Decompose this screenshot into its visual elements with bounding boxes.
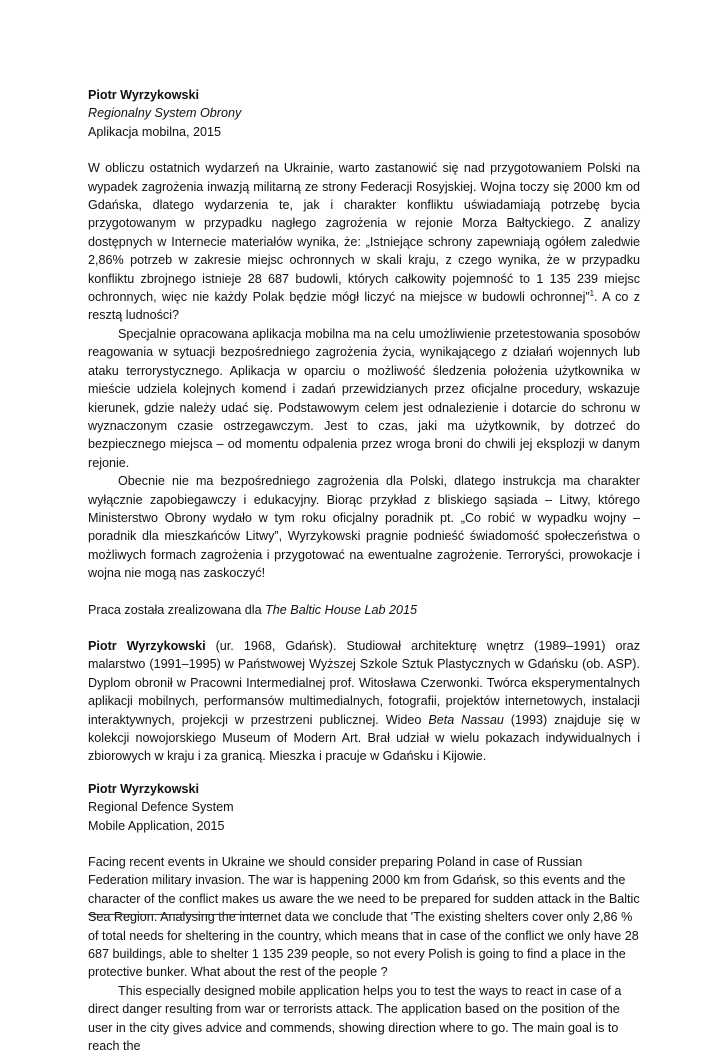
en-subtitle: Mobile Application, 2015	[88, 818, 225, 833]
pl-author: Piotr Wyrzykowski	[88, 88, 200, 102]
pl-paragraph-1-text: W obliczu ostatnich wydarzeń na Ukrainie, warto zastanowić się nad przygotowaniem Polski na wypadek zagrożenia inwazją militarną ze strony Federacji Rosyjskiej. Wojna toczy się 2000 km od Gdańska, dlatego wydarzenia te, jak i charakter konfliktu uświadamiają potrzebę bycia przygotowanym w przypadku nagłego zagrożenia w rejonie Morza Bałtyckiego. Z analizy dostępnych w Internecie materiałów wynika, że: „Istniejące schrony zapewniają ogółem zaledwie 2,86% potrzeb w zakresie miejsc ochronnych w skali kraju, z czego wynika, że w przypadku konfliktu zbrojnego istnieje 28 687 budowli, których całkowity pojemność to 1 135 239 miejsc ochronnych, więc nie każdy Polak będzie mógł liczyć na miejsce w budowli ochronnej”	[88, 161, 640, 305]
pl-subtitle: Aplikacja mobilna, 2015	[88, 124, 222, 139]
en-paragraph-2: This especially designed mobile application helps you to test the ways to react in case of a direct danger resulting from war or terrorists attack. The application based on the position of the user in the city gives advice and commends, showing direction where to go. The main goal is to reach the	[88, 983, 622, 1054]
pl-credit-lab: The Baltic House Lab 2015	[265, 602, 418, 617]
pl-paragraph-1-tail: . A co z resztą ludności?	[88, 290, 640, 323]
pl-credit-prefix: Praca została zrealizowana dla	[88, 602, 266, 617]
pl-bio-name: Piotr Wyrzykowski	[88, 638, 206, 653]
en-title: Regional Defence System	[88, 800, 234, 815]
pl-paragraph-1	[88, 159, 640, 325]
pl-bio	[88, 637, 640, 766]
pl-bio-text-a: (ur. 1968, Gdańsk). Studiował architekturę wnętrz (1989–1991) oraz malarstwo (1991–1995) w Państwowej Wyższej Szkole Sztuk Plastycznych w Gdańsku (ob. ASP). Dyplom obronił w Pracowni Intermedialnej prof. Witosława Czerwonki. Twórca eksperymentalnych aplikacji mobilnych, performansów multimedialnych, fotografii, projektów internetowych, instalacji interaktywnych, projekcji w przestrzeni publicznej. Wideo	[88, 638, 640, 727]
en-paragraph-1: Facing recent events in Ukraine we should consider preparing Poland in case of Russian Federation military invasion. The war is happening 2000 km from Gdańsk, so this events and the character of the conflict makes us aware the we need to be prepared for sudden attack in the Baltic Sea Region. Analysing the internet data we conclude that 'The existing shelters cover only 2,86 % of total needs for sheltering in the country, which means that in case of the conflict we only have 28 687 buildings, able to shelter 1 135 239 people, so not every Polish is going to find a place in the protective bunker. What about the rest of the people ?	[88, 855, 640, 980]
pl-paragraph-3: Obecnie nie ma bezpośredniego zagrożenia dla Polski, dlatego instrukcja ma charakter wyłącznie zapobiegawczy i edukacyjny. Biorąc przykład z bliskiego sąsiada – Litwy, którego Ministerstwo Obrony wydało w tym roku oficjalny poradnik pt. „Co robić w wypadku wojny – poradnik dla mieszkańców Litwy”, Wyrzykowski pragnie podnieść świadomość społeczeństwa o możliwych formach zagrożenia i przygotować na ewentualne zagrożenie. Terroryści, prowokacje i wojna nie mogą nas zaskoczyć!	[88, 474, 640, 581]
pl-title: Regionalny System Obrony	[88, 106, 242, 121]
footnote-mark: 1	[589, 288, 595, 298]
document-body	[88, 86, 640, 1056]
pl-paragraph-2: Specjalnie opracowana aplikacja mobilna ma na celu umożliwienie przetestowania sposobów reagowania w sytuacji bezpośredniego zagrożenia życia, wynikającego z działań wojennych lub ataku terrorystycznego. Aplikacja w oparciu o możliwość śledzenia położenia użytkownika w mieście udziela kolejnych komend i zadań przewidzianych przez oficjalne procedury, wskazuje kierunek, gdzie należy udać się. Podstawowym celem jest odnalezienie i dotarcie do schronu w wyznaczonym czasie ostrzegawczym. Jest to czas, jaki ma użytkownik, by dotrzeć do bezpiecznego miejsca – od momentu odpalenia przez wroga broni do chwili jej eksplozji w danym rejonie.	[88, 326, 640, 470]
footnote-separator	[88, 914, 262, 915]
pl-bio-text-b: (1993) znajduje się w kolekcji nowojorskiego Museum of Modern Art. Brał udział w wielu pokazach indywidualnych i zbiorowych w kraju i za granicą. Mieszka i pracuje w Gdańsku i Kijowie.	[88, 712, 641, 764]
pl-bio-video-title: Beta Nassau	[428, 712, 504, 727]
pl-credit	[88, 601, 640, 619]
en-author: Piotr Wyrzykowski	[88, 781, 200, 796]
